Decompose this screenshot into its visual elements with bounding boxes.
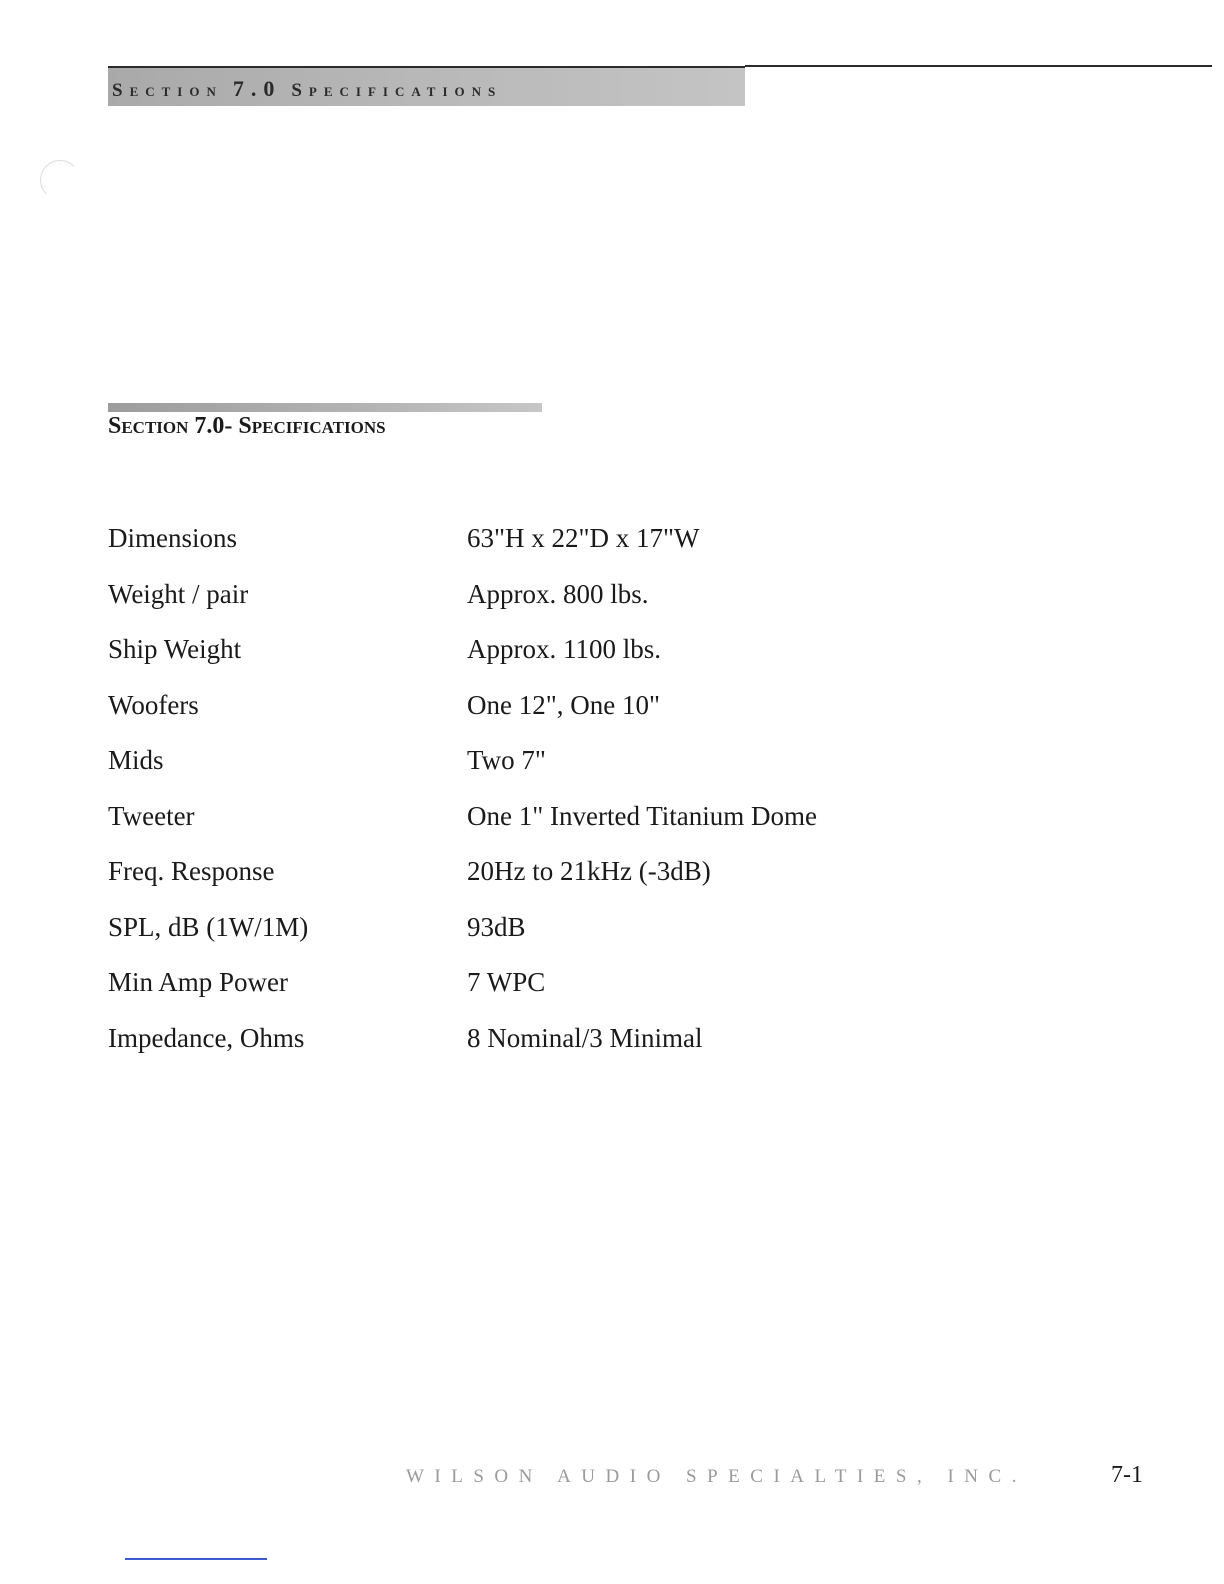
spec-label: Freq. Response bbox=[108, 856, 275, 886]
spec-value: 63"H x 22"D x 17"W bbox=[467, 523, 700, 553]
spec-row bbox=[108, 849, 1008, 905]
spec-row bbox=[108, 683, 1008, 739]
section-heading-bar bbox=[108, 403, 542, 412]
spec-label: Weight / pair bbox=[108, 578, 249, 609]
spec-label: Tweeter bbox=[108, 800, 195, 831]
spec-row bbox=[108, 572, 1008, 628]
spec-value: One 1" Inverted Titanium Dome bbox=[467, 800, 817, 831]
spec-label: Impedance, Ohms bbox=[108, 1022, 305, 1053]
scan-artifact bbox=[40, 160, 80, 200]
spec-label: Mids bbox=[108, 745, 164, 775]
spec-row bbox=[108, 627, 1008, 683]
footer-company-name: WILSON AUDIO SPECIALTIES, INC. bbox=[406, 1466, 1027, 1487]
header-section-name: Specifications bbox=[291, 80, 503, 101]
spec-value: 7 WPC bbox=[467, 967, 546, 997]
header-section-number: 7.0 bbox=[232, 76, 282, 101]
spec-value: Approx. 800 lbs. bbox=[467, 578, 649, 609]
spec-value: Approx. 1100 lbs. bbox=[467, 634, 661, 664]
spec-label: Min Amp Power bbox=[108, 967, 289, 997]
running-header-text bbox=[112, 76, 502, 102]
spec-value: Two 7" bbox=[467, 745, 546, 775]
spec-row bbox=[108, 960, 1008, 1016]
spec-table bbox=[108, 516, 1008, 1071]
spec-value: One 12", One 10" bbox=[467, 689, 661, 720]
spec-label: SPL, dB (1W/1M) bbox=[108, 911, 309, 942]
spec-row bbox=[108, 794, 1008, 850]
spec-value: 8 Nominal/3 Minimal bbox=[467, 1022, 703, 1053]
spec-row bbox=[108, 516, 1008, 572]
spec-label: Woofers bbox=[108, 689, 199, 720]
spec-row bbox=[108, 905, 1008, 961]
header-rule bbox=[745, 65, 1212, 67]
spec-label: Dimensions bbox=[108, 523, 238, 553]
spec-value: 93dB bbox=[467, 911, 526, 942]
running-header bbox=[108, 66, 745, 106]
section-heading: Section 7.0- Specifications bbox=[108, 413, 386, 439]
bottom-rule bbox=[125, 1558, 267, 1560]
spec-row bbox=[108, 1016, 1008, 1072]
page-number: 7-1 bbox=[1111, 1462, 1143, 1488]
spec-row bbox=[108, 738, 1008, 794]
spec-label: Ship Weight bbox=[108, 634, 242, 664]
spec-value: 20Hz to 21kHz (-3dB) bbox=[467, 856, 711, 886]
header-section-word: Section bbox=[112, 80, 223, 101]
